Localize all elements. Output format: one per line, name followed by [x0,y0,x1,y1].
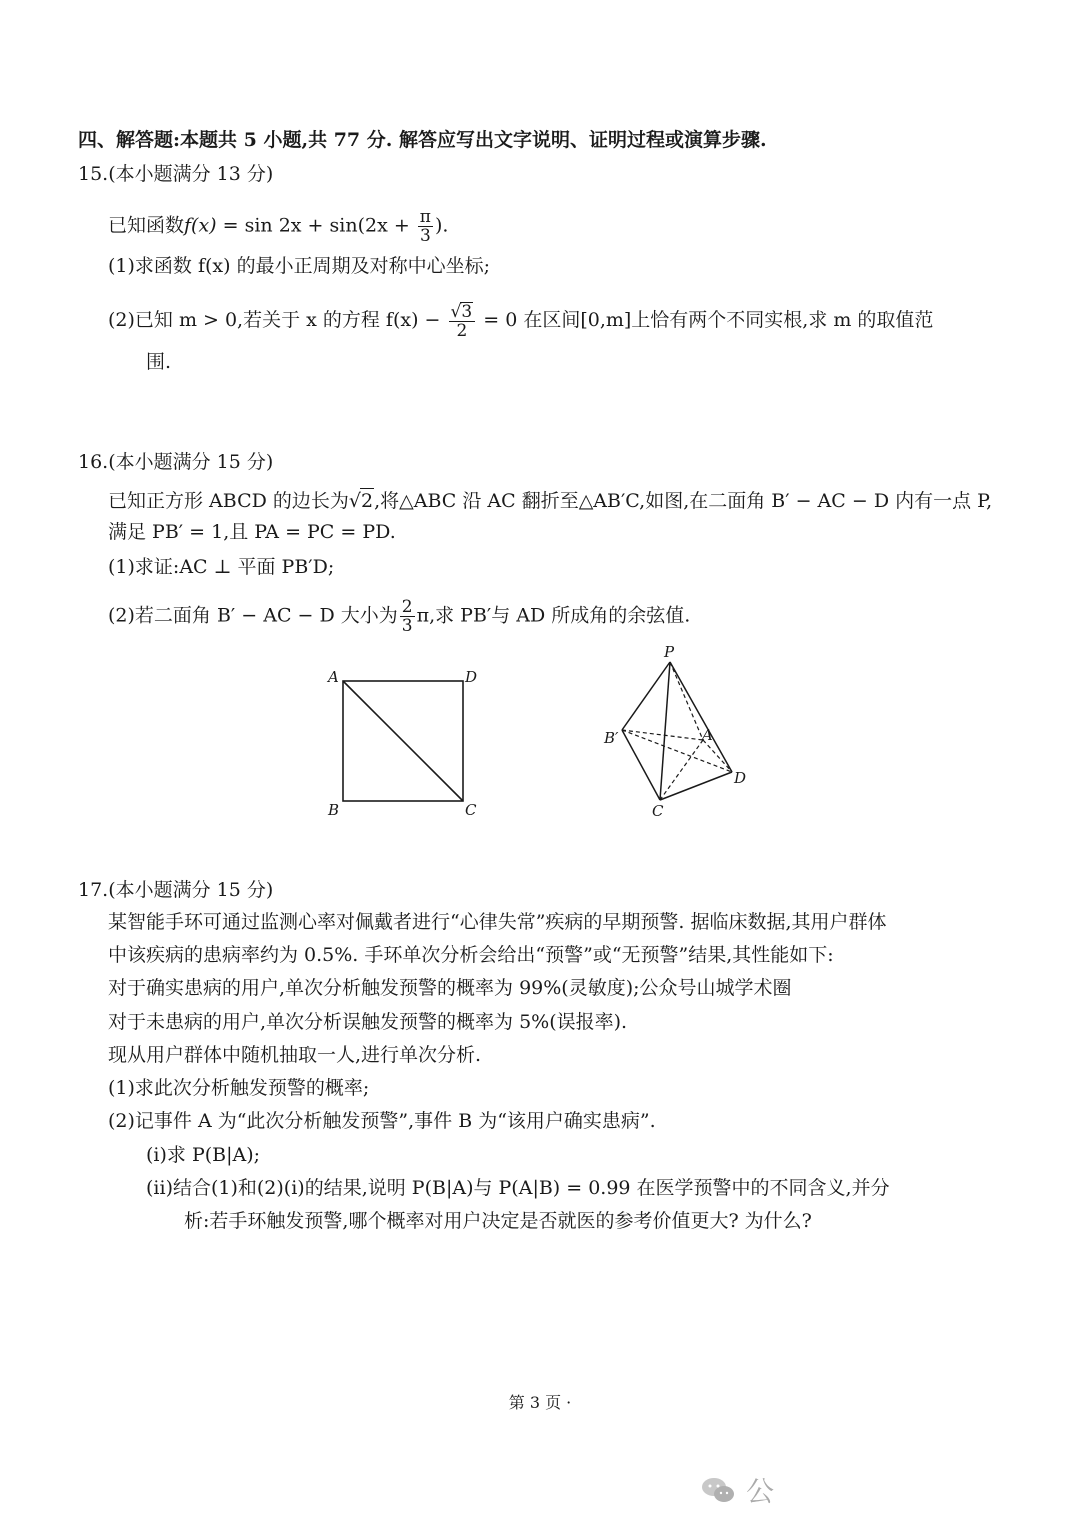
q16-line1-b: ,将△ABC 沿 AC 翻折至△AB′C,如图,在二面角 B′ − AC − D 内有一点 P, [374,490,993,512]
q17-line1: 某智能手环可通过监测心率对佩戴者进行“心律失常”疾病的早期预警. 据临床数据,其用户群体 [108,911,887,933]
q15-stem-func: f(x) [184,214,217,237]
q15-part2-radicand: 3 [461,302,473,322]
edge-ba [622,730,703,740]
sqrt-radical-icon: √ [348,490,361,512]
pyramid-figure [600,640,760,825]
q15-header [78,162,273,186]
q15-part2-a: (2)已知 m > 0,若关于 x 的方程 f(x) − [108,309,441,331]
q15-part1: (1)求函数 f(x) 的最小正周期及对称中心坐标; [108,255,490,277]
q17-line5: 现从用户群体中随机抽取一人,进行单次分析. [108,1044,482,1066]
q17-line3: 对于确实患病的用户,单次分析触发预警的概率为 99%(灵敏度);公众号山城学术圈 [108,977,792,999]
q15-part2-b: = 0 在区间[0,m]上恰有两个不同实根,求 m 的取值范 [483,309,934,331]
q16-number: 16. [78,451,109,473]
q15-stem-mid: = sin 2x + sin(2x + [216,214,416,237]
label-b: B [328,801,340,819]
q15-part2-frac-num [449,302,476,322]
sqrt-radical-icon: √ [450,302,462,322]
q17-part2-i: (i)求 P(B|A); [146,1144,261,1166]
edge-bc [622,730,660,800]
square-figure [320,665,490,825]
q15-part2-frac [449,302,476,340]
q15-number: 15. [78,163,109,185]
label-a: A [328,668,339,686]
label-c: C [465,801,477,819]
q17-score: (本小题满分 15 分) [108,879,274,901]
wechat-icon [700,1476,736,1504]
q17-part2: (2)记事件 A 为“此次分析触发预警”,事件 B 为“该用户确实患病”. [108,1110,656,1132]
q17-number: 17. [78,879,109,901]
q15-stem [108,208,448,245]
label-d2: D [734,769,747,787]
edge-pc [660,662,670,800]
watermark [700,1470,774,1510]
section-heading: 四、解答题:本题共 5 小题,共 77 分. 解答应写出文字说明、证明过程或演算步骤. [78,129,767,151]
q16-line2: 满足 PB′ = 1,且 PA = PC = PD. [108,521,396,543]
q16-part2-b: π,求 PB′与 AD 所成角的余弦值. [416,604,691,627]
q17-header [78,878,273,902]
q15-part2-frac-den: 2 [456,321,468,341]
q16-line1-radicand: 2 [361,490,374,512]
watermark-text: 公 [746,1475,775,1508]
q17-line2: 中该疾病的患病率约为 0.5%. 手环单次分析会给出“预警”或“无预警”结果,其性能如下: [108,944,834,966]
q15-score: (本小题满分 13 分) [108,163,274,185]
q17-line4: 对于未患病的用户,单次分析误触发预警的概率为 5%(误报率). [108,1011,628,1033]
q16-part2-frac-den: 3 [401,616,413,636]
q17-part2-ii-cont: 析:若手环触发预警,哪个概率对用户决定是否就医的参考价值更大? 为什么? [184,1210,812,1232]
label-c2: C [652,802,664,820]
q15-part2 [108,302,933,340]
q15-part2-cont: 围. [146,351,172,373]
q17-part2-ii: (ii)结合(1)和(2)(i)的结果,说明 P(B|A)与 P(A|B) = 0.99 在医学预警中的不同含义,并分 [146,1177,890,1199]
diagonal-ac [343,681,463,801]
q15-frac-num: π [419,207,431,227]
q16-line1 [108,488,992,513]
q16-part2-a: (2)若二面角 B′ − AC − D 大小为 [108,604,398,627]
edge-cd [660,772,732,800]
q16-line1-a: 已知正方形 ABCD 的边长为 [108,490,349,512]
q17-part1: (1)求此次分析触发预警的概率; [108,1077,370,1099]
q15-frac-den: 3 [419,226,431,246]
q15-stem-end: ). [434,214,449,237]
q15-stem-frac [418,208,433,245]
label-d: D [465,668,478,686]
q16-part1: (1)求证:AC ⊥ 平面 PB′D; [108,556,335,578]
edge-bd [622,730,732,772]
label-a2: A [702,726,713,744]
q15-stem-prefix: 已知函数 [108,214,185,237]
edge-pa [670,662,703,740]
q16-part2-frac [400,598,415,635]
q16-part2 [108,598,690,635]
label-p: P [664,643,675,661]
edge-pb [622,662,670,730]
q16-score: (本小题满分 15 分) [108,451,274,473]
q16-header [78,450,273,474]
label-b-prime: B′ [604,729,619,747]
q16-part2-frac-num: 2 [401,597,413,617]
edge-pd [670,662,732,772]
page-footer: 第 3 页 · [508,1393,572,1412]
